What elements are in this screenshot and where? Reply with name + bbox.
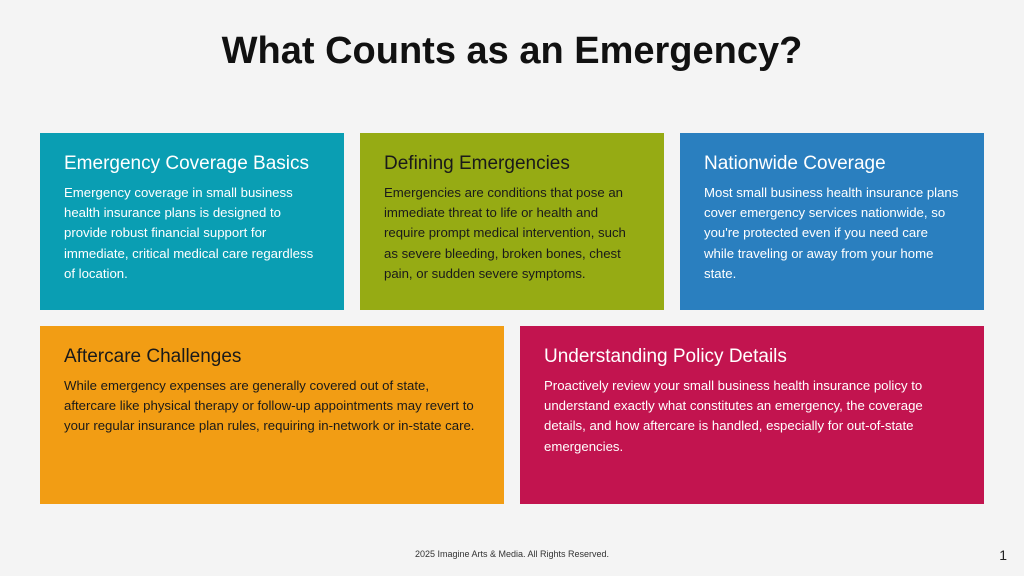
card-body: While emergency expenses are generally covered out of state, aftercare like physical therapy or follow-up appointments may revert to your regular insurance plan rules, requiring in-network or in-state care.	[64, 378, 475, 434]
card-defining-emergencies	[360, 133, 664, 310]
card-body: Proactively review your small business health insurance policy to understand exactly what constitutes an emergency, the coverage details, and how aftercare is handled, especially for out-of-state emergencies.	[544, 378, 923, 454]
card-understanding-policy-details	[520, 326, 984, 504]
card-heading: Emergency Coverage Basics	[64, 153, 309, 174]
card-heading: Aftercare Challenges	[64, 346, 242, 367]
card-body: Emergencies are conditions that pose an immediate threat to life or health and require prompt medical intervention, such as severe bleeding, broken bones, chest pain, or sudden severe symptoms.	[384, 185, 626, 281]
card-aftercare-challenges	[40, 326, 504, 504]
card-nationwide-coverage	[680, 133, 984, 310]
card-heading: Defining Emergencies	[384, 153, 570, 174]
page-title: What Counts as an Emergency?	[221, 30, 803, 72]
footer-copyright: 2025 Imagine Arts & Media. All Rights Reserved.	[414, 549, 610, 559]
card-heading: Understanding Policy Details	[544, 346, 787, 367]
card-body: Emergency coverage in small business health insurance plans is designed to provide robust financial support for immediate, critical medical care regardless of location.	[64, 185, 314, 281]
page-number: 1	[999, 547, 1007, 563]
card-body: Most small business health insurance plans cover emergency services nationwide, so you're protected even if you need care while traveling or away from your home state.	[704, 185, 959, 281]
card-heading: Nationwide Coverage	[704, 153, 886, 174]
card-emergency-coverage-basics	[40, 133, 344, 310]
